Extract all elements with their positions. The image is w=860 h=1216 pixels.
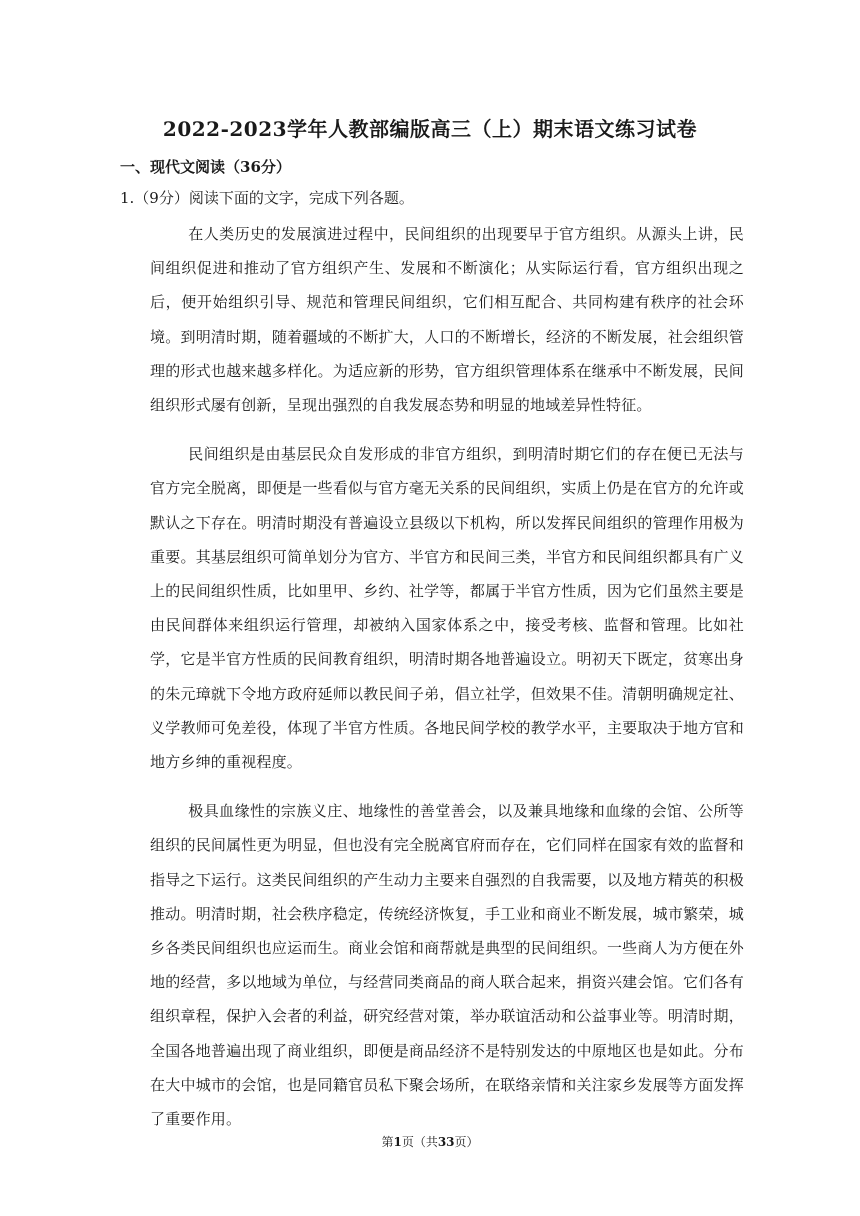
page-footer (0, 1133, 860, 1151)
footer-prefix: 第 (381, 1135, 394, 1149)
footer-total-pages: 33 (437, 1135, 455, 1149)
section-heading: 一、现代文阅读（36分） (120, 158, 291, 176)
passage-paragraph: 在人类历史的发展演进过程中，民间组织的出现要早于官方组织。从源头上讲，民间组织促进和推动了官方组织产生、发展和不断演化；从实际运行看，官方组织出现之后，便开始组织引导、规范和管理民间组织，它们相互配合、共同构建有秩序的社会环境。到明清时期，随着疆域的不断扩大，人口的不断增长，经济的不断发展，社会组织管理的形式也越来越多样化。为适应新的形势，官方组织管理体系在继承中不断发展，民间组织形式屡有创新，呈现出强烈的自我发展态势和明显的地域差异性特征。 (150, 225, 744, 415)
reading-passage (150, 217, 744, 1151)
footer-middle: 页（共 (401, 1135, 438, 1149)
footer-suffix: 页） (454, 1135, 479, 1149)
page-title: 2022-2023学年人教部编版高三（上）期末语文练习试卷 (162, 117, 698, 141)
passage-paragraph: 民间组织是由基层民众自发形成的非官方组织，到明清时期它们的存在便已无法与官方完全脱离，即便是一些看似与官方毫无关系的民间组织，实质上仍是在官方的允许或默认之下存在。明清时期没有普遍设立县级以下机构，所以发挥民间组织的管理作用极为重要。其基层组织可简单划分为官方、半官方和民间三类，半官方和民间组织都具有广义上的民间组织性质，比如里甲、乡约、社学等，都属于半官方性质，因为它们虽然主要是由民间群体来组织运行管理，却被纳入国家体系之中，接受考核、监督和管理。比如社学，它是半官方性质的民间教育组织，明清时期各地普遍设立。明初天下既定，贫寒出身的朱元璋就下令地方政府延师以教民间子弟，倡立社学，但效果不佳。清朝明确规定社、义学教师可免差役，体现了半官方性质。各地民间学校的教学水平，主要取决于地方官和地方乡绅的重视程度。 (150, 445, 744, 772)
question-instruction: 1.（9分）阅读下面的文字，完成下列各题。 (120, 189, 414, 207)
passage-paragraph: 极具血缘性的宗族义庄、地缘性的善堂善会，以及兼具地缘和血缘的会馆、公所等组织的民间属性更为明显，但也没有完全脱离官府而存在，它们同样在国家有效的监督和指导之下运行。这类民间组织的产生动力主要来自强烈的自我需要，以及地方精英的积极推动。明清时期，社会秩序稳定，传统经济恢复，手工业和商业不断发展，城市繁荣，城乡各类民间组织也应运而生。商业会馆和商帮就是典型的民间组织。一些商人为方便在外地的经营，多以地域为单位，与经营同类商品的商人联合起来，捐资兴建会馆。它们各有组织章程，保护入会者的利益，研究经营对策，举办联谊活动和公益事业等。明清时期，全国各地普遍出现了商业组织，即便是商品经济不是特别发达的中原地区也是如此。分布在大中城市的会馆，也是同籍官员私下聚会场所，在联络亲情和关注家乡发展等方面发挥了重要作用。 (150, 802, 744, 1129)
footer-page-number: 1 (393, 1135, 402, 1149)
